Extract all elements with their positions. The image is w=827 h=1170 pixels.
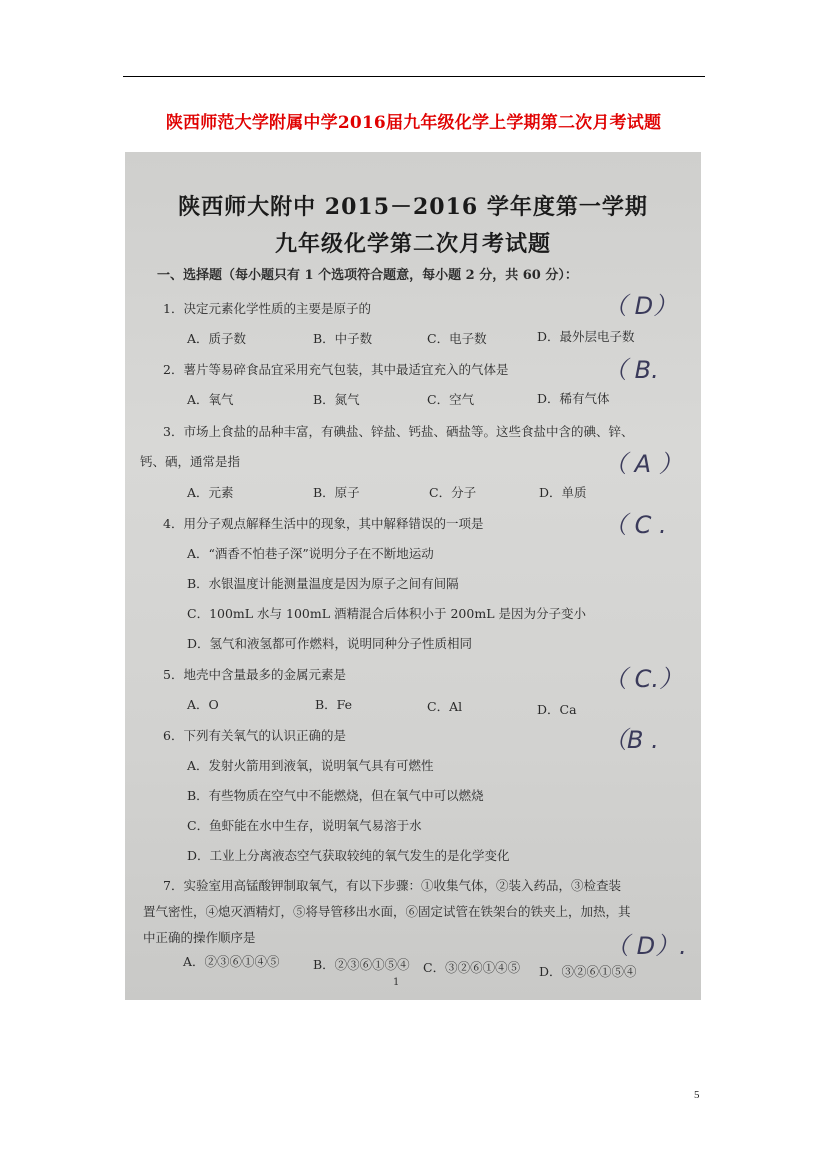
question-5-answer: （ C.） xyxy=(603,665,684,693)
question-7-option-a: A．②③⑥①④⑤ xyxy=(183,954,280,969)
question-4-option-b: B．水银温度计能测量温度是因为原子之间有间隔 xyxy=(187,576,459,591)
question-3-option-c: C．分子 xyxy=(429,485,477,500)
question-4-option-d: D．氢气和液氢都可作燃料，说明同种分子性质相同 xyxy=(187,636,473,651)
header-rule xyxy=(123,76,705,77)
question-4-stem: 4．用分子观点解释生活中的现象，其中解释错误的一项是 xyxy=(163,516,484,531)
question-4-answer: （ C . xyxy=(603,511,667,539)
question-5-option-c: C．Al xyxy=(427,699,463,714)
question-3-option-d: D．单质 xyxy=(539,485,587,500)
question-4-option-c: C．100mL 水与 100mL 酒精混合后体积小于 200mL 是因为分子变小 xyxy=(187,606,586,621)
question-1-answer: （ D） xyxy=(603,292,678,320)
question-4-option-a: A．“酒香不怕巷子深”说明分子在不断地运动 xyxy=(187,546,434,561)
question-2-option-d: D．稀有气体 xyxy=(537,391,610,406)
question-3-option-a: A．元素 xyxy=(187,485,234,500)
question-2-option-a: A．氧气 xyxy=(187,392,234,407)
question-5-option-b: B．Fe xyxy=(315,697,353,712)
question-2-option-c: C．空气 xyxy=(427,392,475,407)
document-title: 陕西师范大学附属中学2016届九年级化学上学期第二次月考试题 xyxy=(165,113,662,133)
question-1-option-a: A．质子数 xyxy=(187,331,247,346)
question-3-option-b: B．原子 xyxy=(313,485,360,500)
question-7-answer: （ D）. xyxy=(605,932,687,960)
question-6-answer: （B . xyxy=(603,726,659,754)
question-6-option-a: A．发射火箭用到液氧，说明氧气具有可燃性 xyxy=(187,758,434,773)
question-5-option-a: A．O xyxy=(187,697,219,712)
question-6-option-d: D．工业上分离液态空气获取较纯的氧气发生的是化学变化 xyxy=(187,848,510,863)
question-1-option-d: D．最外层电子数 xyxy=(537,329,635,344)
question-7-stem-cont2: 中正确的操作顺序是 xyxy=(143,930,256,945)
question-7-option-b: B．②③⑥①⑤④ xyxy=(313,957,410,972)
question-3-answer: （ A ） xyxy=(603,450,683,478)
question-7-option-c: C．③②⑥①④⑤ xyxy=(423,960,521,975)
question-1-option-c: C．电子数 xyxy=(427,331,487,346)
exam-title-line1: 陕西师大附中 2015－2016 学年度第一学期 xyxy=(178,194,648,220)
question-5-stem: 5．地壳中含量最多的金属元素是 xyxy=(163,667,346,682)
section-heading: 一、选择题（每小题只有 1 个选项符合题意，每小题 2 分，共 60 分）： xyxy=(157,268,578,283)
exam-page-number: 1 xyxy=(393,977,400,988)
question-2-answer: （ B. xyxy=(603,356,659,384)
question-7-stem: 7．实验室用高锰酸钾制取氧气，有以下步骤：①收集气体，②装入药品，③检查装 xyxy=(163,878,621,893)
exam-photo xyxy=(125,152,701,1000)
question-6-option-b: B．有些物质在空气中不能燃烧，但在氧气中可以燃烧 xyxy=(187,788,484,803)
question-3-stem: 3．市场上食盐的品种丰富，有碘盐、锌盐、钙盐、硒盐等。这些食盐中含的碘、锌、 xyxy=(163,424,634,439)
question-7-option-d: D．③②⑥①⑤④ xyxy=(539,964,637,979)
question-6-stem: 6．下列有关氧气的认识正确的是 xyxy=(163,728,346,743)
exam-title-line2: 九年级化学第二次月考试题 xyxy=(274,231,551,257)
page-number: 5 xyxy=(694,1089,700,1101)
question-2-option-b: B．氮气 xyxy=(313,392,360,407)
question-1-option-b: B．中子数 xyxy=(313,331,373,346)
question-5-option-d: D．Ca xyxy=(537,702,577,717)
question-3-stem-cont: 钙、硒，通常是指 xyxy=(140,454,241,469)
question-1-stem: 1．决定元素化学性质的主要是原子的 xyxy=(163,301,371,316)
question-6-option-c: C．鱼虾能在水中生存，说明氧气易溶于水 xyxy=(187,818,422,833)
question-2-stem: 2．薯片等易碎食品宜采用充气包装，其中最适宜充入的气体是 xyxy=(163,362,509,377)
question-7-stem-cont: 置气密性，④熄灭酒精灯，⑤将导管移出水面，⑥固定试管在铁架台的铁夹上，加热，其 xyxy=(143,904,631,919)
